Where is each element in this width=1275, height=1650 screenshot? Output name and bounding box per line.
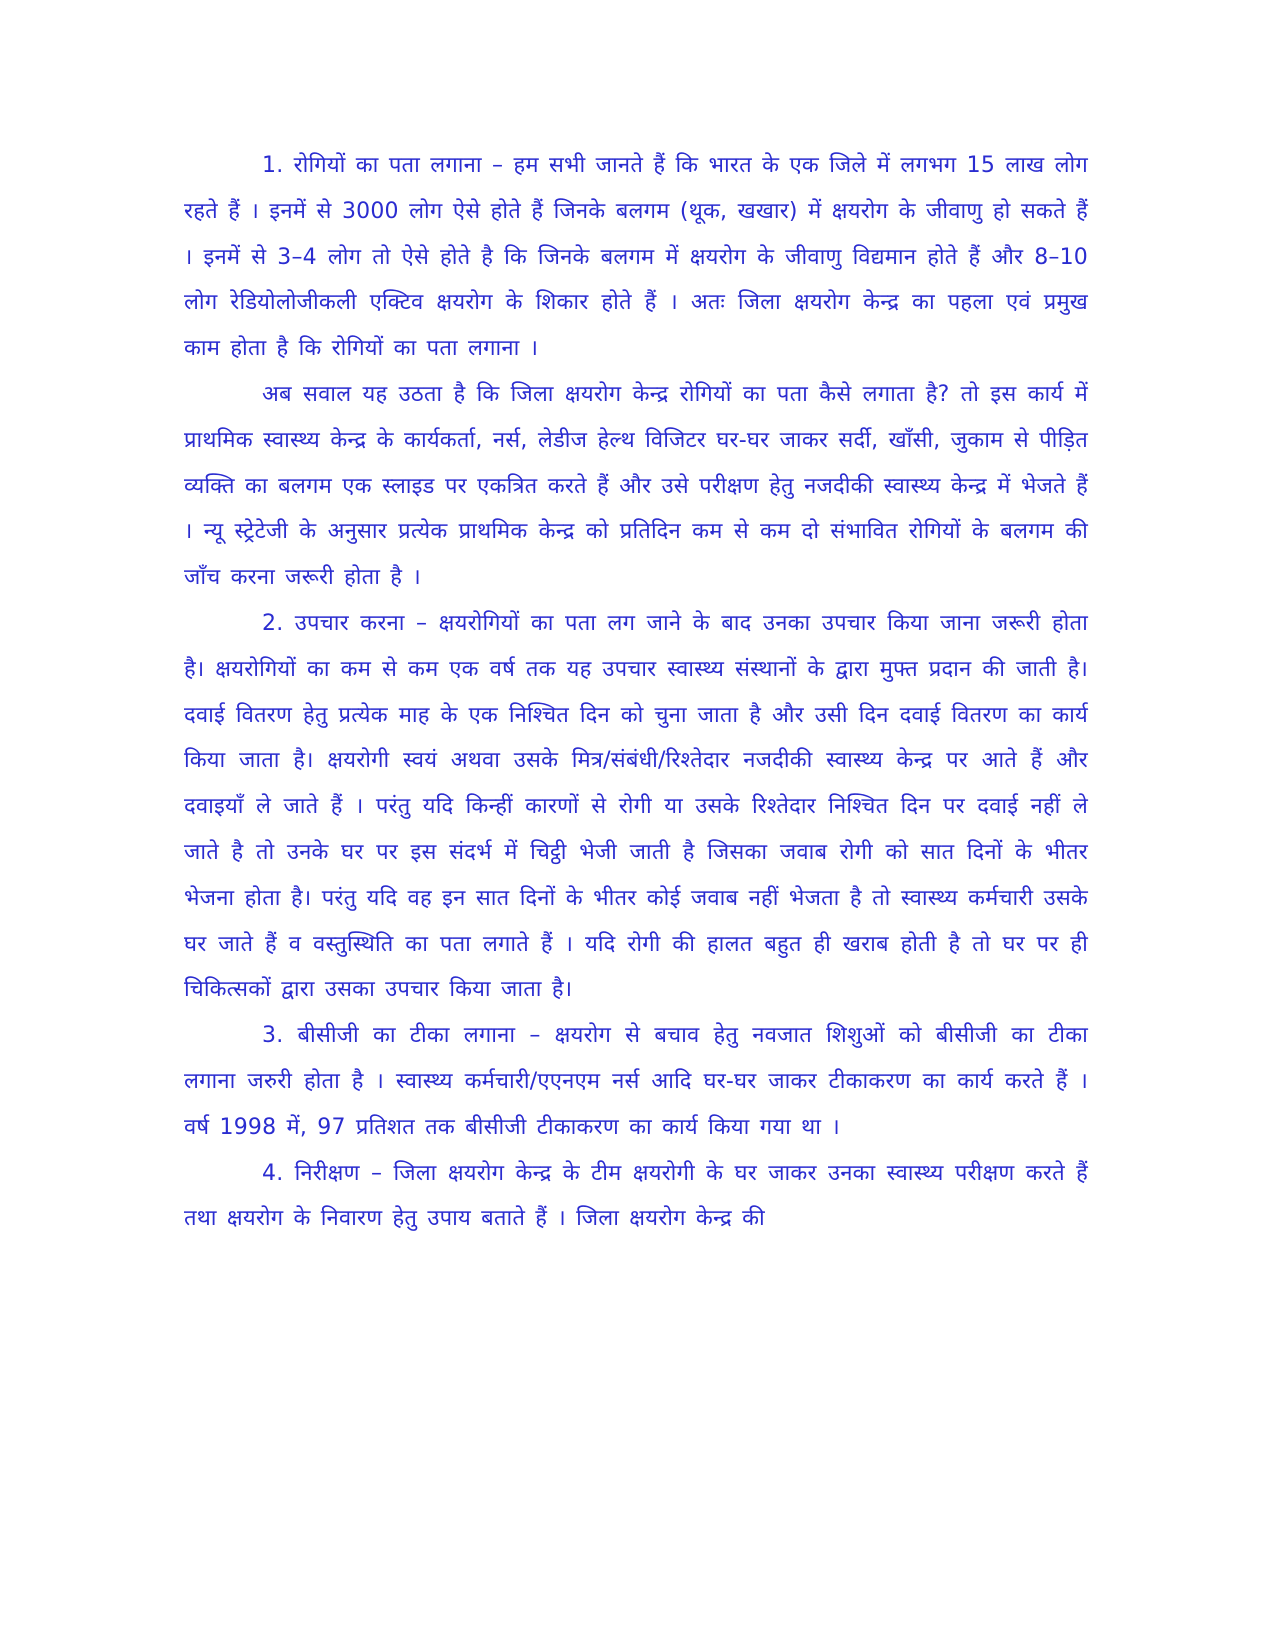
paragraph-inspection: 4. निरीक्षण – जिला क्षयरोग केन्द्र के टीम क्षयरोगी के घर जाकर उनका स्वास्थ्य परीक्षण करते हैं तथा क्षयरोग के निवारण हेतु उपाय बताते हैं । जिला क्षयरोग केन्द्र की (184, 1160, 1088, 1232)
paragraph-bcg-vaccination: 3. बीसीजी का टीका लगाना – क्षयरोग से बचाव हेतु नवजात शिशुओं को बीसीजी का टीका लगाना जरुरी होता है । स्वास्थ्य कर्मचारी/एएनएम नर्स आदि घर-घर जाकर टीकाकरण का कार्य करते हैं । वर्ष 1998 में, 97 प्रतिशत तक बीसीजी टीकाकरण का कार्य किया गया था । (184, 1023, 1088, 1140)
paragraph-treatment: 2. उपचार करना – क्षयरोगियों का पता लग जाने के बाद उनका उपचार किया जाना जरूरी होता है। क्षयरोगियों का कम से कम एक वर्ष तक यह उपचार स्वास्थ्य संस्थानों के द्वारा मुफ्त प्रदान की जाती है। दवाई वितरण हेतु प्रत्येक माह के एक निश्चित दिन को चुना जाता है और उसी दिन दवाई वितरण का कार्य किया जाता है। क्षयरोगी स्वयं अथवा उसके मित्र/संबंधी/रिश्तेदार नजदीकी स्वास्थ्य केन्द्र पर आते हैं और दवाइयाँ ले जाते हैं । परंतु यदि किन्हीं कारणों से रोगी या उसके रिश्तेदार निश्चित दिन पर दवाई नहीं ले जाते है तो उनके घर पर इस संदर्भ में चिट्ठी भेजी जाती है जिसका जवाब रोगी को सात दिनों के भीतर भेजना होता है। परंतु यदि वह इन सात दिनों के भीतर कोई जवाब नहीं भेजता है तो स्वास्थ्य कर्मचारी उसके घर जाते हैं व वस्तुस्थिति का पता लगाते हैं । यदि रोगी की हालत बहुत ही खराब होती है तो घर पर ही चिकित्सकों द्वारा उसका उपचार किया जाता है। (184, 610, 1088, 1003)
document-body (184, 143, 1088, 1242)
paragraph-patient-detection: 1. रोगियों का पता लगाना – हम सभी जानते हैं कि भारत के एक जिले में लगभग 15 लाख लोग रहते हैं । इनमें से 3000 लोग ऐसे होते हैं जिनके बलगम (थूक, खखार) में क्षयरोग के जीवाणु हो सकते हैं । इनमें से 3–4 लोग तो ऐसे होते है कि जिनके बलगम में क्षयरोग के जीवाणु विद्यमान होते हैं और 8–10 लोग रेडियोलोजीकली एक्टिव क्षयरोग के शिकार होते हैं । अतः जिला क्षयरोग केन्द्र का पहला एवं प्रमुख काम होता है कि रोगियों का पता लगाना । (184, 153, 1088, 362)
paragraph-detection-process: अब सवाल यह उठता है कि जिला क्षयरोग केन्द्र रोगियों का पता कैसे लगाता है? तो इस कार्य में प्राथमिक स्वास्थ्य केन्द्र के कार्यकर्ता, नर्स, लेडीज हेल्थ विजिटर घर-घर जाकर सर्दी, खाँसी, जुकाम से पीड़ित व्यक्ति का बलगम एक स्लाइड पर एकत्रित करते हैं और उसे परीक्षण हेतु नजदीकी स्वास्थ्य केन्द्र में भेजते हैं । न्यू स्ट्रेटेजी के अनुसार प्रत्येक प्राथमिक केन्द्र को प्रतिदिन कम से कम दो संभावित रोगियों के बलगम की जाँच करना जरूरी होता है । (184, 381, 1088, 591)
